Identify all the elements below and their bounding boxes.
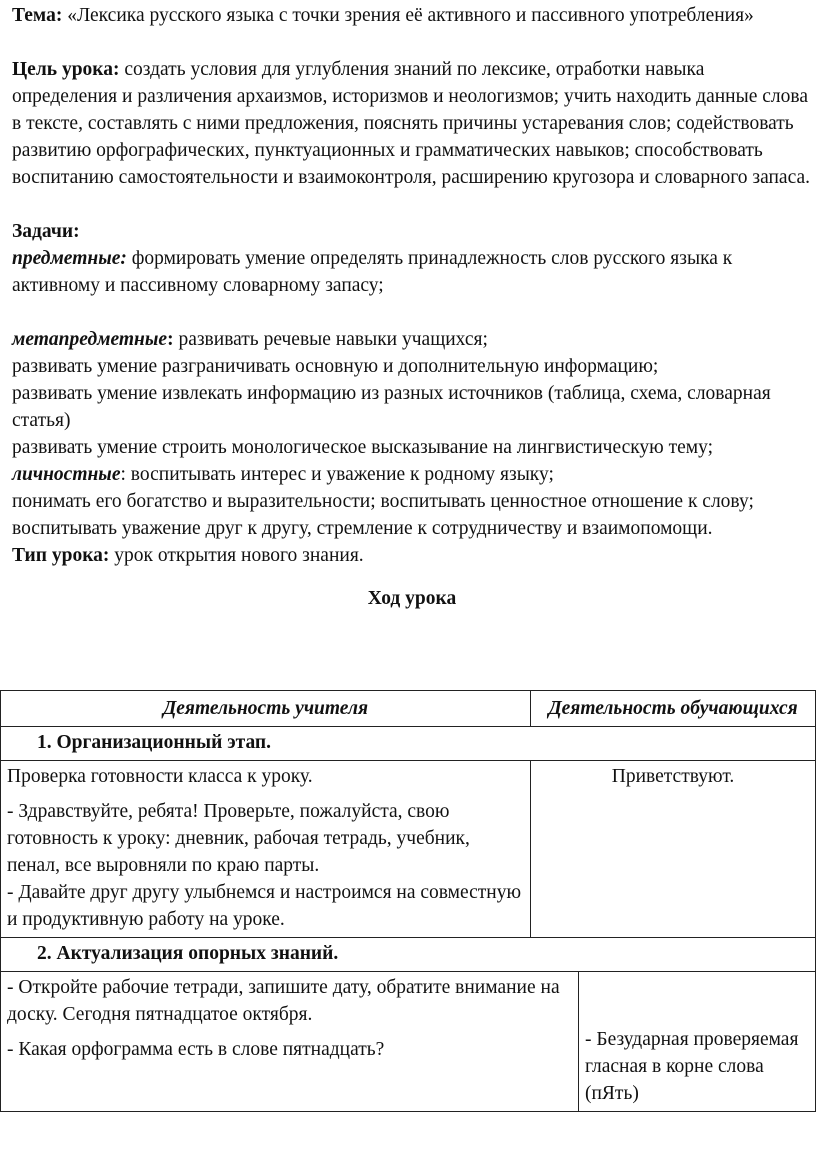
- stage1-students-cell: Приветствуют.: [531, 761, 816, 938]
- teacher-line: Проверка готовности класса к уроку.: [7, 766, 313, 787]
- table-header-row: [1, 691, 816, 727]
- stage1-heading: 1. Организационный этап.: [1, 727, 816, 761]
- document-page: [12, 0, 812, 620]
- teacher-line: - Какая орфограмма есть в слове пятнадцать?: [7, 1039, 385, 1060]
- teacher-line: - Давайте друг другу улыбнемся и настроимся на совместную и продуктивную работу на уроке.: [7, 882, 522, 930]
- lesson-type-label: Тип урока:: [12, 545, 110, 566]
- goal-paragraph: [12, 56, 812, 191]
- subject-tasks: [12, 245, 812, 299]
- meta-item: развивать умение строить монологическое высказывание на лингвистическую тему;: [12, 437, 714, 458]
- stage2-students-cell: - Безударная проверяемая гласная в корне слова (пЯть): [579, 972, 816, 1112]
- stage-row: [1, 938, 816, 972]
- lesson-type: [12, 542, 812, 569]
- personal-label: личностные: [12, 464, 121, 485]
- meta-item: развивать умение разграничивать основную и дополнительную информацию;: [12, 356, 659, 377]
- lesson-table: [0, 690, 816, 1112]
- tasks-heading: Задачи:: [12, 221, 80, 242]
- goal-label: Цель урока:: [12, 59, 120, 80]
- col-teacher-header: Деятельность учителя: [1, 691, 531, 727]
- personal-text: : воспитывать интерес и уважение к родному языку;: [120, 464, 554, 485]
- topic-text: «Лексика русского языка с точки зрения её активного и пассивного употребления»: [62, 5, 754, 26]
- teacher-line: - Откройте рабочие тетради, запишите дату, обратите внимание на доску. Сегодня пятнадцатое октября.: [7, 977, 560, 1025]
- meta-text: развивать речевые навыки учащихся;: [173, 329, 488, 350]
- stage1-teacher-cell: [1, 761, 531, 938]
- table-row: [1, 972, 816, 1112]
- subject-label: предметные:: [12, 248, 127, 269]
- goal-text: создать условия для углубления знаний по лексике, отработки навыка определения и различения архаизмов, историзмов и неологизмов; учить находить данные слова в тексте, составлять с ними предложения, пояснять причины устаревания слов; содействовать развитию орфографических, пунктуационных и грамматических навыков; способствовать воспитанию самостоятельности и взаимоконтроля, расширению кругозора и словарного запаса.: [12, 59, 811, 188]
- topic-paragraph: [12, 0, 812, 29]
- meta-item: развивать умение извлекать информацию из разных источников (таблица, схема, словарная статья): [12, 383, 771, 431]
- lesson-type-text: урок открытия нового знания.: [109, 545, 364, 566]
- stage2-heading: 2. Актуализация опорных знаний.: [1, 938, 816, 972]
- meta-tasks: [12, 326, 812, 353]
- personal-tasks: [12, 461, 812, 488]
- topic-label: Тема:: [12, 5, 63, 26]
- col-students-header: Деятельность обучающихся: [531, 691, 816, 727]
- table-row: [1, 761, 816, 938]
- personal-item: понимать его богатство и выразительности; воспитывать ценностное отношение к слову; воспитывать уважение друг к другу, стремление к сотрудничеству и взаимопомощи.: [12, 491, 754, 539]
- subject-text: формировать умение определять принадлежность слов русского языка к активному и пассивному словарному запасу;: [12, 248, 733, 296]
- meta-colon: :: [167, 329, 174, 350]
- course-title: Ход урока: [367, 588, 457, 609]
- teacher-line: - Здравствуйте, ребята! Проверьте, пожалуйста, свою готовность к уроку: дневник, рабочая тетрадь, учебник, пенал, все выровняли по краю парты.: [7, 801, 470, 876]
- stage2-teacher-cell: [1, 972, 579, 1112]
- meta-label: метапредметные: [12, 329, 168, 350]
- stage-row: [1, 727, 816, 761]
